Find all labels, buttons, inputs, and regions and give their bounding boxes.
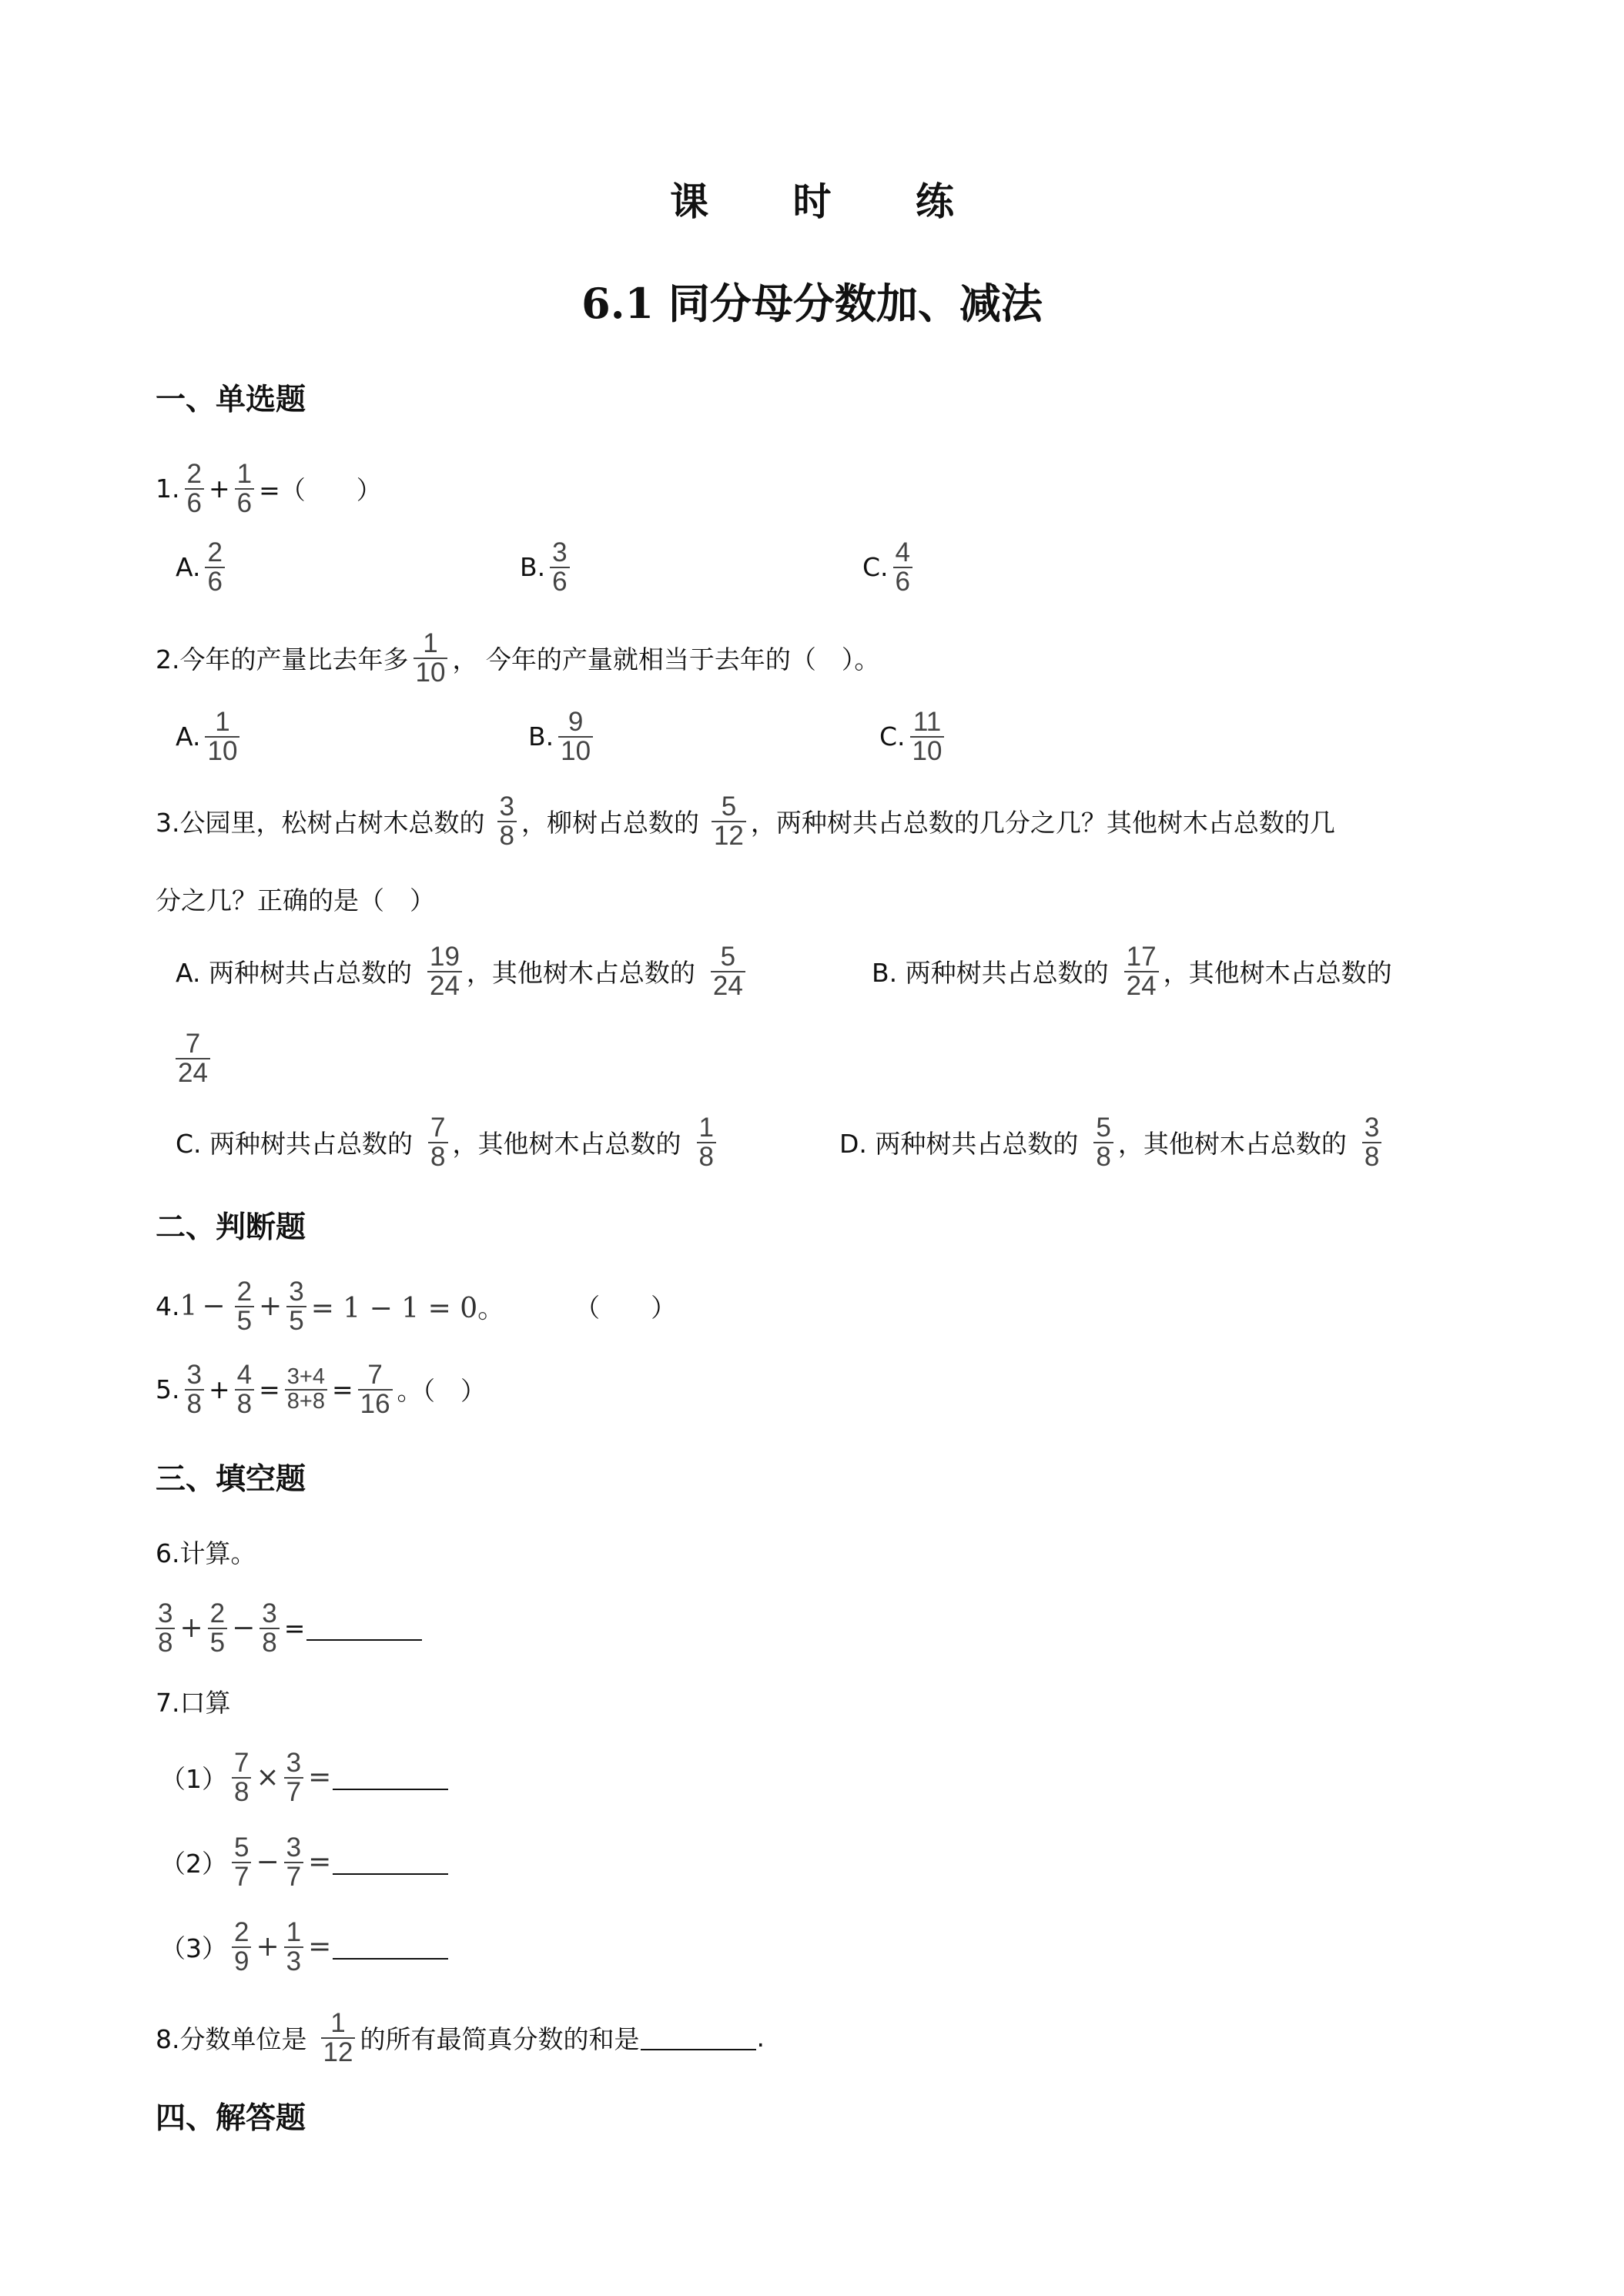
fraction: $\frac{1}{8}$: [697, 1114, 716, 1170]
question-text: ， 今年的产量就相当于去年的（ ）。: [452, 644, 880, 675]
q3-option-b-cont: [171, 1030, 215, 1086]
question-5: [156, 1361, 486, 1417]
operator: =: [308, 1762, 332, 1794]
question-number: 4.: [156, 1291, 180, 1322]
fraction: $\frac{5}{24}$: [711, 943, 745, 999]
question-8: [156, 2010, 765, 2066]
operator: +: [208, 1374, 230, 1405]
question-number: 1.: [156, 474, 180, 504]
operator: =: [259, 1374, 280, 1405]
question-1: [156, 460, 382, 517]
q2-option-a[interactable]: [176, 708, 244, 765]
operator: =: [331, 1374, 353, 1405]
fraction: $\frac{2}{5}$: [235, 1278, 254, 1334]
question-3-cont: 分之几？正确的是（ ）: [156, 885, 435, 915]
answer-parentheses: =（ ）: [259, 475, 382, 506]
operator: =: [308, 1846, 332, 1879]
option-label: A.: [176, 721, 201, 752]
q1-option-b[interactable]: [520, 539, 574, 595]
fraction: $\frac{2}{5}$: [208, 1600, 227, 1656]
section-heading-fill-blank: 三、填空题: [156, 1461, 306, 1497]
fraction: $\frac{3}{8}$: [260, 1600, 279, 1656]
question-2: [156, 630, 879, 686]
answer-blank[interactable]: [333, 1850, 448, 1875]
answer-blank[interactable]: [333, 1935, 448, 1960]
section-heading-true-false: 二、判断题: [156, 1210, 306, 1245]
fraction: $\frac{7}{16}$: [358, 1361, 393, 1417]
fraction: $\frac{1}{12}$: [321, 2010, 356, 2066]
operator: −: [256, 1846, 280, 1879]
fraction: $\frac{17}{24}$: [1124, 943, 1159, 999]
fraction: $\frac{5}{7}$: [232, 1834, 251, 1890]
option-label: C.: [879, 721, 906, 752]
q1-option-a[interactable]: [176, 539, 229, 595]
page-subtitle: 6.1 同分母分数加、减法: [581, 279, 1043, 328]
operator: +: [208, 474, 230, 504]
q3-option-d[interactable]: [839, 1114, 1386, 1170]
question-text: 8.分数单位是: [156, 2024, 307, 2055]
question-text: .: [756, 2023, 765, 2053]
fraction: $\frac{1}{10}$: [414, 630, 448, 686]
fraction: $\frac{4}{6}$: [893, 539, 912, 595]
fraction: $\frac{2}{6}$: [185, 460, 204, 517]
answer-parentheses: （ ）: [574, 1293, 677, 1324]
q3-option-b[interactable]: [872, 943, 1392, 999]
fraction: $\frac{3}{6}$: [550, 539, 569, 595]
question-6-expression: [151, 1600, 422, 1656]
answer-parentheses: 。（ ）: [397, 1376, 487, 1407]
item-label: （3）: [160, 1933, 227, 1964]
fraction: $\frac{3+4}{8+8}$: [285, 1366, 327, 1413]
operator: =: [283, 1613, 306, 1644]
fraction: $\frac{3}{8}$: [1362, 1114, 1381, 1170]
operator: −: [202, 1290, 226, 1323]
q7-item-2: [160, 1834, 448, 1890]
fraction: $\frac{1}{10}$: [205, 708, 239, 765]
option-label: B. 两种树共占总数的: [872, 958, 1109, 989]
fraction: $\frac{7}{8}$: [232, 1749, 251, 1806]
answer-blank[interactable]: [306, 1616, 422, 1641]
question-text: 的所有最简真分数的和是: [360, 2024, 640, 2055]
operator: −: [232, 1612, 256, 1645]
fraction: $\frac{3}{7}$: [284, 1834, 303, 1890]
option-label: B.: [528, 721, 554, 752]
option-label: D. 两种树共占总数的: [839, 1129, 1079, 1160]
question-7: 7.口算: [156, 1688, 231, 1718]
operator: +: [256, 1931, 280, 1963]
option-label: A. 两种树共占总数的: [176, 958, 412, 989]
question-text: ，两种树共占总数的几分之几？其他树木占总数的几: [750, 808, 1335, 838]
question-number: 5.: [156, 1374, 180, 1405]
fraction: $\frac{2}{6}$: [205, 539, 224, 595]
option-text: ，其他树木占总数的: [466, 958, 695, 989]
fraction: $\frac{1}{6}$: [235, 460, 254, 517]
q1-option-c[interactable]: [862, 539, 917, 595]
q2-option-c[interactable]: [879, 708, 949, 765]
operator: +: [259, 1290, 283, 1323]
option-text: ，其他树木占总数的: [1163, 958, 1392, 989]
option-label: C.: [862, 552, 889, 583]
q3-option-a[interactable]: [176, 943, 750, 999]
fraction: $\frac{7}{8}$: [428, 1114, 447, 1170]
fraction: $\frac{3}{8}$: [185, 1361, 204, 1417]
fraction: $\frac{3}{8}$: [497, 793, 517, 849]
option-label: B.: [520, 552, 546, 583]
operator: =: [308, 1931, 332, 1963]
fraction: $\frac{11}{10}$: [910, 708, 945, 765]
item-label: （1）: [160, 1764, 227, 1795]
question-3: [156, 793, 1335, 849]
fraction: $\frac{19}{24}$: [427, 943, 462, 999]
section-heading-solve: 四、解答题: [156, 2100, 306, 2136]
q2-option-b[interactable]: [528, 708, 598, 765]
answer-blank[interactable]: [333, 1766, 448, 1790]
fraction: $\frac{1}{3}$: [284, 1919, 303, 1975]
question-text: ，柳树占总数的: [521, 808, 699, 838]
question-text: 2.今年的产量比去年多: [156, 644, 409, 675]
option-text: ，其他树木占总数的: [1117, 1129, 1347, 1160]
q7-item-1: [160, 1749, 448, 1806]
operator: +: [179, 1612, 203, 1645]
fraction: $\frac{2}{9}$: [232, 1919, 251, 1975]
option-label: A.: [176, 552, 201, 583]
page-title: 课 时 练: [670, 179, 989, 224]
option-text: ，其他树木占总数的: [452, 1129, 681, 1160]
math-term: 1: [179, 1290, 198, 1323]
math-term: = 1 − 1 = 0。: [310, 1293, 506, 1325]
fraction: $\frac{4}{8}$: [235, 1361, 254, 1417]
fraction: $\frac{7}{24}$: [176, 1030, 210, 1086]
fraction: $\frac{9}{10}$: [558, 708, 593, 765]
option-label: C. 两种树共占总数的: [176, 1129, 414, 1160]
question-text: 3.公园里，松树占树木总数的: [156, 808, 485, 838]
q3-option-c[interactable]: [176, 1114, 721, 1170]
fraction: $\frac{5}{12}$: [712, 793, 746, 849]
q7-item-3: [160, 1919, 448, 1975]
item-label: （2）: [160, 1849, 227, 1879]
question-4: [156, 1278, 676, 1334]
section-heading-single-choice: 一、单选题: [156, 382, 306, 417]
fraction: $\frac{3}{8}$: [156, 1600, 175, 1656]
fraction: $\frac{5}{8}$: [1093, 1114, 1113, 1170]
operator: ×: [256, 1762, 280, 1794]
fraction: $\frac{3}{5}$: [286, 1278, 306, 1334]
answer-blank[interactable]: [641, 2026, 756, 2050]
question-6: 6.计算。: [156, 1538, 256, 1568]
fraction: $\frac{3}{7}$: [284, 1749, 303, 1806]
